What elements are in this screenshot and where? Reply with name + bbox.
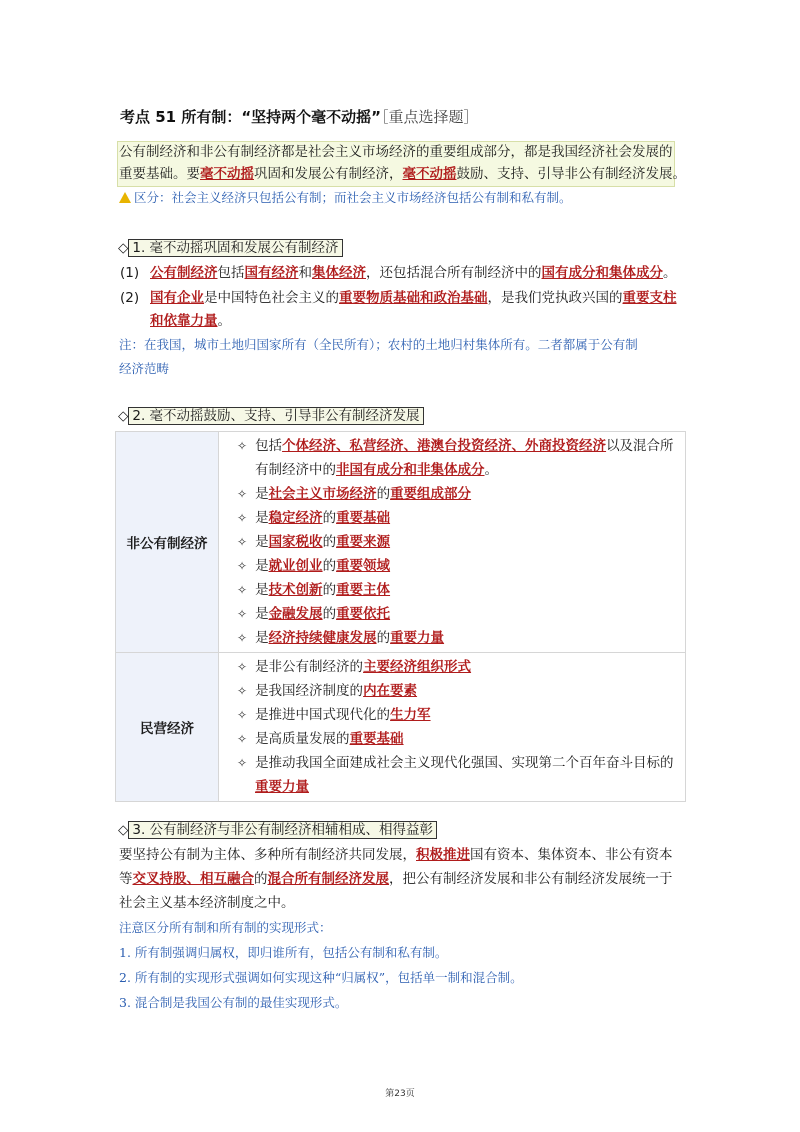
list-item: [227, 602, 677, 626]
section-3-para-2: [119, 869, 673, 889]
keyword: 重要领域: [336, 558, 391, 574]
page-title: [120, 106, 479, 127]
section-3-note-3: [119, 993, 347, 1013]
diamond-icon: ◇: [118, 408, 129, 424]
keyword: 重要依托: [336, 606, 391, 622]
intro-text: 公有制经济和非公有制经济都是社会主义市场经济的重要组成部分，都是我国经济社会发展的: [119, 144, 673, 160]
item-text: 是: [255, 582, 269, 598]
item-text: 的: [322, 558, 337, 574]
section-3-heading: [118, 820, 437, 840]
keyword: 社会主义市场经济: [268, 486, 377, 502]
keyword: 毫不动摇: [402, 166, 457, 182]
section-heading-text: 1. 毫不动摇巩固和发展公有制经济: [128, 239, 342, 257]
list-item: [227, 679, 677, 703]
note-text: 经济范畴: [119, 361, 170, 376]
economy-table-body: [116, 432, 686, 802]
keyword: 重要组成部分: [390, 486, 472, 502]
para-text: 社会主义基本经济制度之中。: [119, 895, 295, 911]
keyword: 和依靠力量: [150, 313, 218, 329]
category-cell: 民营经济: [116, 653, 219, 802]
para-text: ，把公有制经济发展和非公有制经济发展统一于: [389, 871, 673, 887]
title-tag: ［重点选择题］: [381, 108, 479, 126]
note-text: 注：在我国，城市土地归国家所有（全民所有）；农村的土地归村集体所有。二者都属于公有制: [119, 337, 638, 352]
section-3-note-0: [119, 918, 332, 938]
keyword: 经济持续健康发展: [268, 630, 377, 646]
keyword: 积极推进: [416, 847, 470, 863]
category-cell: 非公有制经济: [116, 432, 219, 653]
keyword: 重要来源: [336, 534, 391, 550]
keyword: 重要支柱: [622, 290, 677, 306]
item-text: 的: [322, 534, 337, 550]
keyword: 稳定经济: [268, 510, 323, 526]
diamond-icon: ◇: [118, 240, 129, 256]
item-text: 是: [255, 510, 269, 526]
section-3-note-2: [119, 968, 523, 988]
intro-text: 鼓励、支持、引导非公有制经济发展。: [456, 166, 686, 182]
keyword: 重要基础: [336, 510, 391, 526]
note-text: 区分：社会主义经济只包括公有制；而社会主义市场经济包括公有制和私有制。: [134, 190, 572, 205]
para-text: 国有资本、集体资本、非公有资本: [470, 847, 673, 863]
star-bullet-icon: ✧: [237, 535, 248, 549]
item-text: 包括: [217, 265, 245, 281]
list-item: [227, 554, 677, 578]
star-bullet-icon: ✧: [237, 583, 248, 597]
note-text: 2. 所有制的实现形式强调如何实现这种“归属权”，包括单一制和混合制。: [119, 970, 523, 985]
item-text: 的: [376, 630, 391, 646]
section-heading-text: 2. 毫不动摇鼓励、支持、引导非公有制经济发展: [128, 407, 423, 425]
section-3-note-1: [119, 943, 447, 963]
bullets-cell: [219, 432, 686, 653]
keyword: 重要基础: [349, 731, 404, 747]
item-text: ，是我们党执政兴国的: [487, 290, 623, 306]
keyword: 毫不动摇: [200, 166, 254, 182]
keyword: 非国有成分和非集体成分: [336, 462, 485, 478]
intro-text: 巩固和发展公有制经济，: [254, 166, 403, 182]
keyword: 国有成分和集体成分: [541, 265, 663, 281]
list-item: [227, 751, 677, 799]
item-text: 的: [322, 510, 337, 526]
intro-note: [119, 188, 572, 208]
note-text: 3. 混合制是我国公有制的最佳实现形式。: [119, 995, 348, 1010]
item-text: 是推进中国式现代化的: [255, 707, 391, 723]
item-number: (2): [120, 290, 140, 306]
title-main: 考点 51 所有制：“坚持两个毫不动摇”: [120, 108, 382, 126]
keyword: 国有经济: [244, 265, 299, 281]
list-item: [227, 506, 677, 530]
keyword: 混合所有制经济发展: [267, 871, 389, 887]
section-1-heading: [118, 238, 343, 258]
item-text: 是: [255, 486, 269, 502]
list-item: [227, 434, 677, 482]
star-bullet-icon: ✧: [237, 559, 248, 573]
item-text: 。: [484, 462, 498, 478]
keyword: 公有制经济: [150, 265, 218, 281]
section-3-para-1: [119, 845, 673, 865]
section-3-para-3: [119, 893, 295, 913]
star-bullet-icon: ✧: [237, 708, 248, 722]
list-item: [227, 626, 677, 650]
diamond-icon: ◇: [118, 822, 129, 838]
list-item: [227, 703, 677, 727]
keyword: 国家税收: [268, 534, 323, 550]
item-text: 是高质量发展的: [255, 731, 350, 747]
item-text: 是中国特色社会主义的: [204, 290, 339, 306]
item-text: 的: [322, 606, 337, 622]
list-item: [227, 530, 677, 554]
item-text: 的: [322, 582, 337, 598]
item-text: 包括: [255, 438, 283, 454]
star-bullet-icon: ✧: [237, 756, 248, 770]
keyword: 个体经济、私营经济、港澳台投资经济、外商投资经济: [282, 438, 607, 454]
table-row: [116, 432, 686, 653]
item-text: 是: [255, 630, 269, 646]
keyword: 就业创业: [268, 558, 323, 574]
para-text: 要坚持公有制为主体、多种所有制经济共同发展，: [119, 847, 416, 863]
section-2-heading: [118, 406, 424, 426]
economy-table: [115, 431, 686, 802]
keyword: 重要主体: [336, 582, 391, 598]
page-number: 第23页: [385, 1089, 415, 1099]
keyword: 技术创新: [268, 582, 323, 598]
section-1-item-2: [120, 288, 677, 308]
star-bullet-icon: ✧: [237, 607, 248, 621]
para-text: 等: [119, 871, 133, 887]
keyword: 内在要素: [363, 683, 418, 699]
keyword: 主要经济组织形式: [363, 659, 472, 675]
keyword: 集体经济: [312, 265, 366, 281]
item-text: ，还包括混合所有制经济中的: [366, 265, 542, 281]
warning-icon: [119, 192, 131, 203]
section-1-note-2: [119, 359, 169, 379]
list-item: [227, 482, 677, 506]
star-bullet-icon: ✧: [237, 439, 248, 453]
keyword: 交叉持股、相互融合: [132, 871, 254, 887]
item-text: 。: [217, 313, 231, 329]
intro-line-2: [119, 164, 686, 184]
item-text: 的: [376, 486, 391, 502]
item-text: 是: [255, 558, 269, 574]
item-text: 是非公有制经济的: [255, 659, 364, 675]
section-heading-text: 3. 公有制经济与非公有制经济相辅相成、相得益彰: [128, 821, 437, 839]
para-text: 的: [254, 871, 268, 887]
item-text: 是我国经济制度的: [255, 683, 364, 699]
star-bullet-icon: ✧: [237, 631, 248, 645]
star-bullet-icon: ✧: [237, 487, 248, 501]
table-row: [116, 653, 686, 802]
item-text: 是推动我国全面建成社会主义现代化强国、实现第二个百年奋斗目标的: [255, 755, 674, 771]
item-text: 和: [298, 265, 312, 281]
keyword: 重要力量: [255, 779, 309, 795]
intro-text: 重要基础。要: [119, 166, 200, 182]
keyword: 重要力量: [390, 630, 445, 646]
note-text: 1. 所有制强调归属权，即归谁所有，包括公有制和私有制。: [119, 945, 448, 960]
section-1-item-2-cont: [150, 311, 231, 331]
star-bullet-icon: ✧: [237, 511, 248, 525]
keyword: 生力军: [390, 707, 431, 723]
star-bullet-icon: ✧: [237, 684, 248, 698]
list-item: [227, 727, 677, 751]
list-item: [227, 655, 677, 679]
intro-line-1: [119, 142, 673, 162]
item-text: 。: [663, 265, 677, 281]
section-1-item-1: [120, 263, 677, 283]
section-1-note-1: [119, 335, 638, 355]
note-text: 注意区分所有制和所有制的实现形式：: [119, 920, 332, 935]
item-text: 是: [255, 606, 269, 622]
list-item: [227, 578, 677, 602]
item-text: 是: [255, 534, 269, 550]
keyword: 重要物质基础和政治基础: [339, 290, 488, 306]
item-text: 以及混合所有制经济中的: [255, 438, 674, 478]
star-bullet-icon: ✧: [237, 660, 248, 674]
star-bullet-icon: ✧: [237, 732, 248, 746]
keyword: 金融发展: [268, 606, 323, 622]
item-number: (1): [120, 265, 140, 281]
keyword: 国有企业: [150, 290, 204, 306]
bullets-cell: [219, 653, 686, 802]
